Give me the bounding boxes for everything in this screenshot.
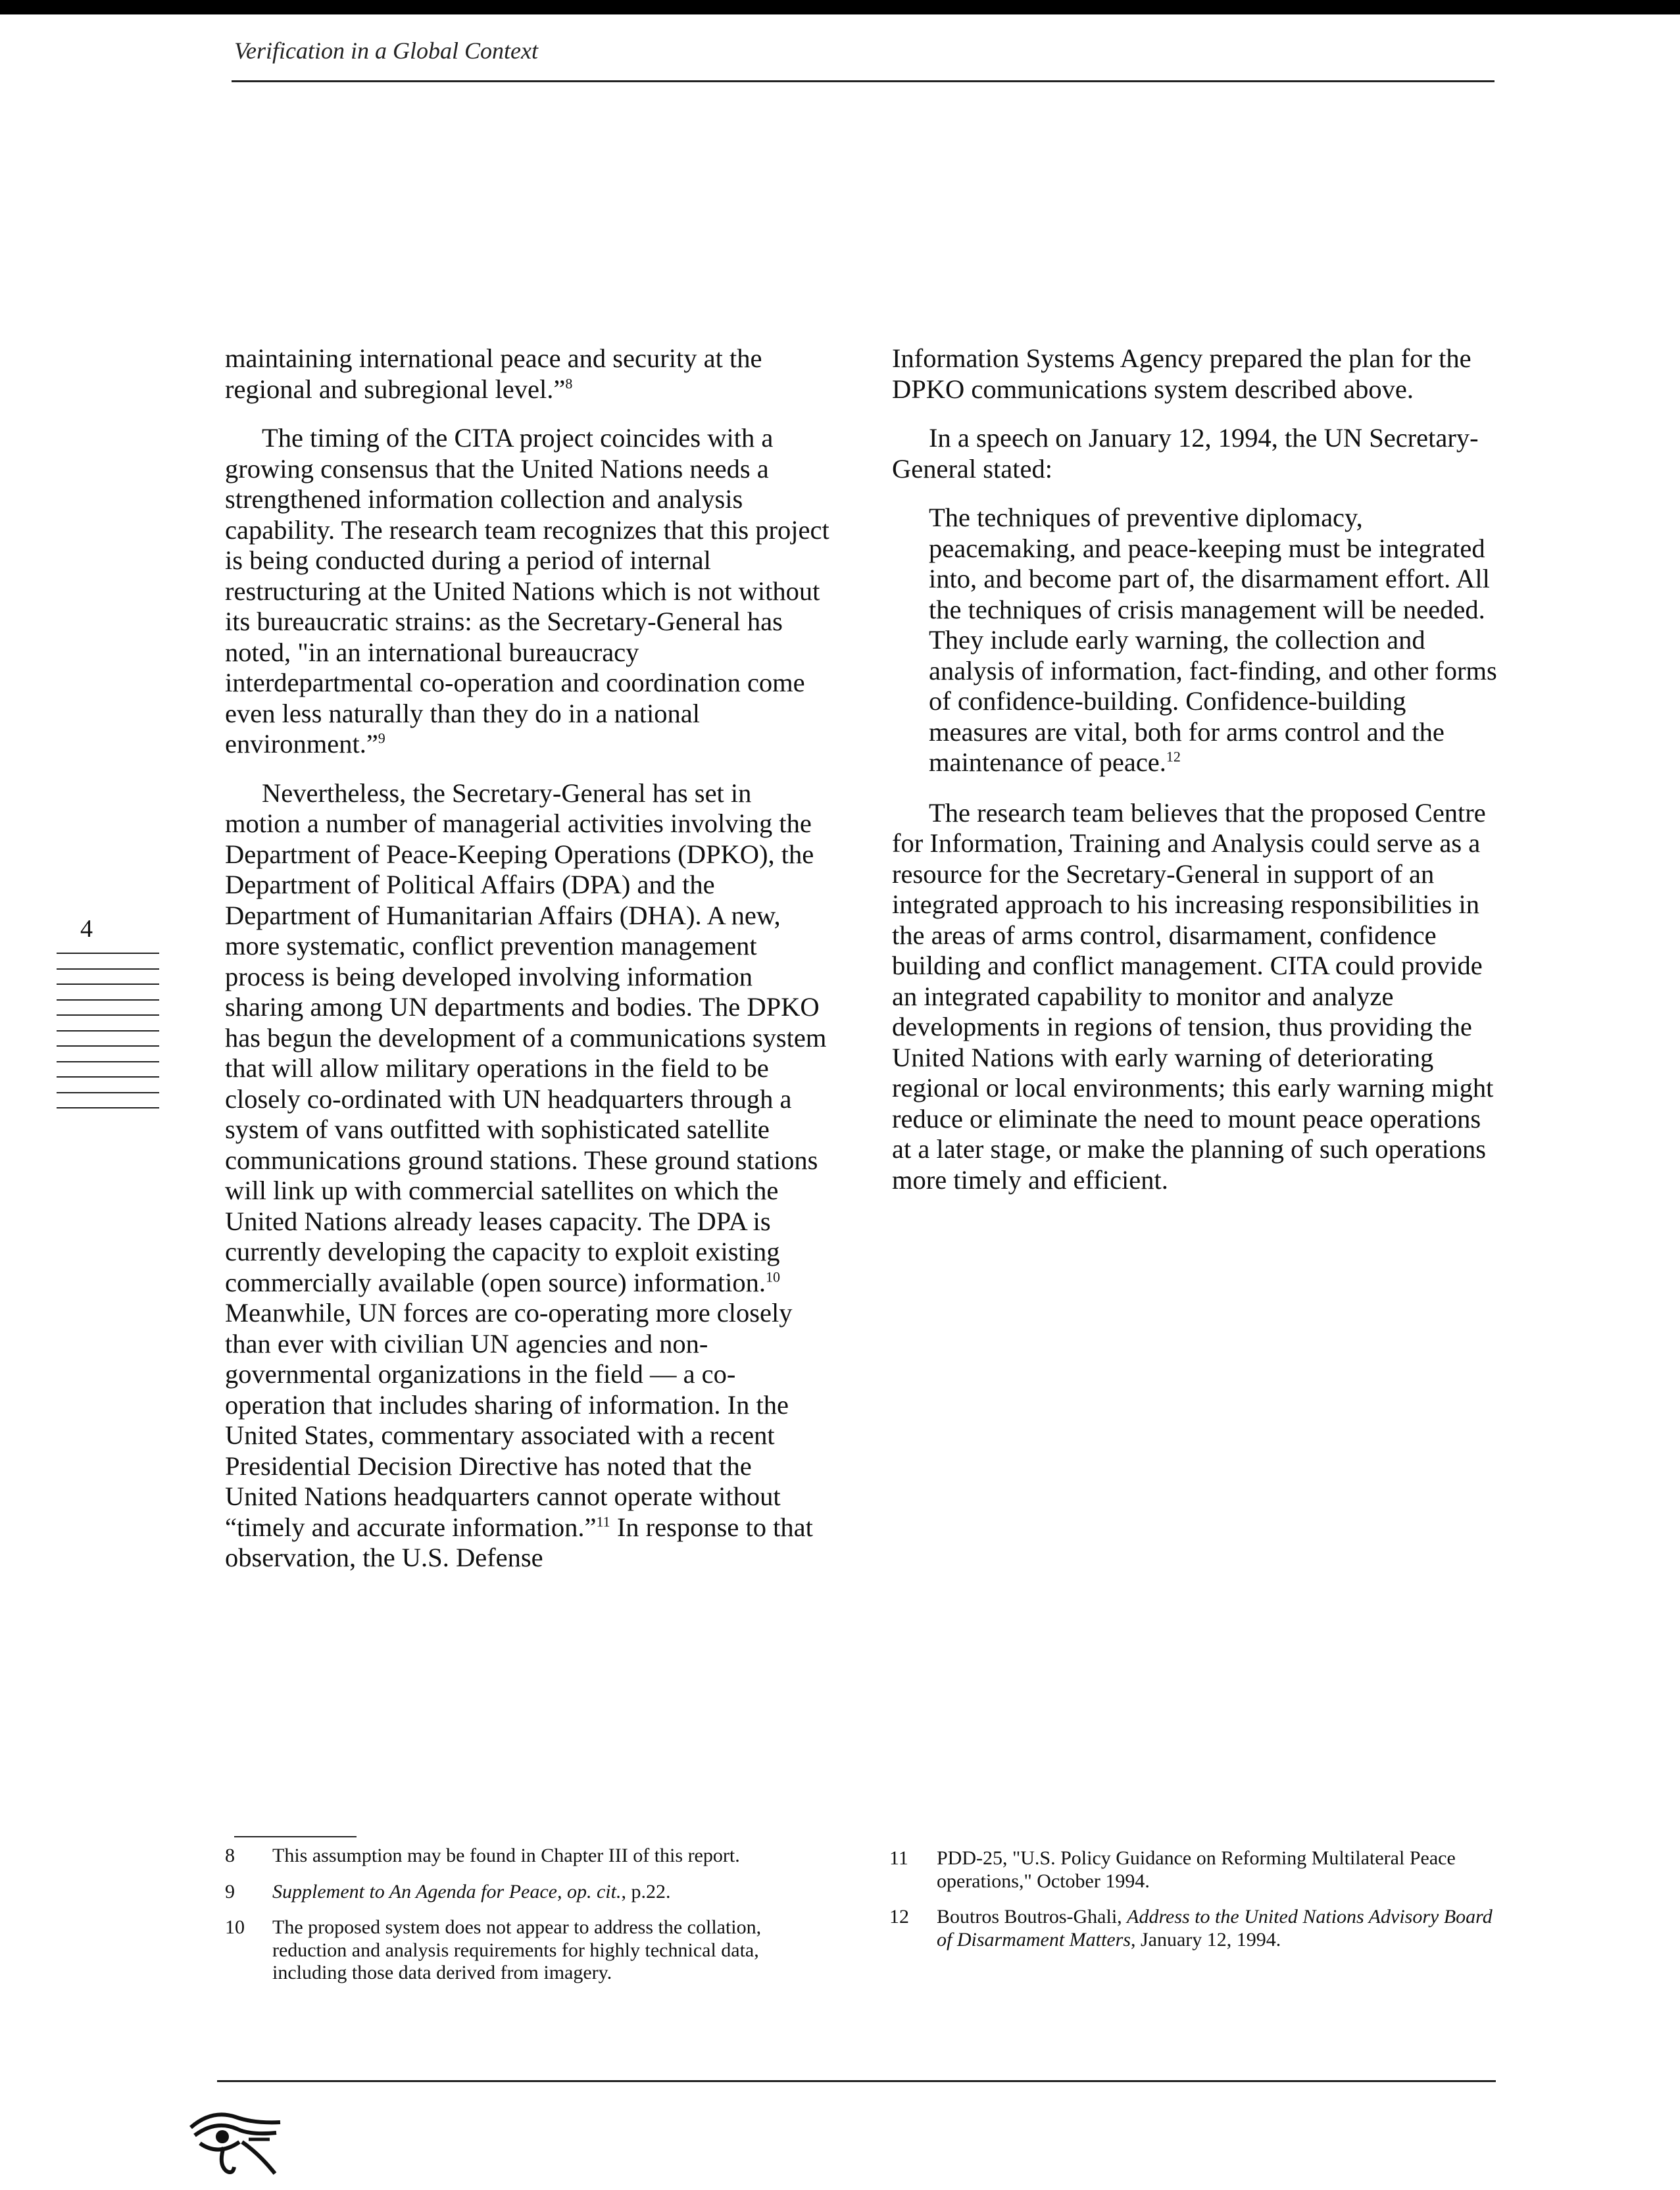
left-paragraph-2-text: The timing of the CITA project coincides with a growing consensus that the United Nations needs a strengthened information collection and analysis capability. The research team recognizes that this project is being conducted during a period of internal restructuring at the United Nations which is not without its bureaucratic strains: as the Secretary-General has noted, "in an international bureaucracy interdepartmental co-operation and coordination come even less naturally than they do in a national environment.” xyxy=(225,423,829,759)
footnote-italic-title: Address to the United Nations Advisory Board of Disarmament Matters xyxy=(937,1906,1493,1951)
margin-line xyxy=(57,953,159,954)
footnote-11 xyxy=(889,1847,1501,1893)
footnotes-left xyxy=(225,1845,804,1998)
right-column xyxy=(892,343,1497,1214)
footnote-tail: , p.22. xyxy=(621,1880,671,1903)
right-paragraph-2: In a speech on January 12, 1994, the UN Secretary-General stated: xyxy=(892,423,1479,484)
footnote-8 xyxy=(225,1845,804,1868)
footnote-9 xyxy=(225,1881,804,1904)
margin-line xyxy=(57,999,159,1001)
left-paragraph-1-text: maintaining international peace and security at the regional and subregional level.” xyxy=(225,343,762,404)
eye-of-horus-icon xyxy=(185,2105,284,2178)
footnote-number: 9 xyxy=(225,1880,235,1903)
header-rule xyxy=(232,80,1495,82)
right-paragraph-1: Information Systems Agency prepared the plan for the DPKO communications system described above. xyxy=(892,343,1471,404)
page-number: 4 xyxy=(80,915,93,943)
margin-line xyxy=(57,1030,159,1032)
footnote-number: 11 xyxy=(889,1847,908,1869)
footnote-text: This assumption may be found in Chapter III of this report. xyxy=(272,1845,740,1866)
margin-line xyxy=(57,1076,159,1078)
footnote-10 xyxy=(225,1916,804,1985)
left-paragraph-1 xyxy=(225,343,830,405)
footnote-12 xyxy=(889,1906,1501,1951)
scan-top-edge xyxy=(0,0,1680,14)
left-paragraph-2 xyxy=(225,423,830,760)
margin-line xyxy=(57,983,159,985)
footnote-ref-8[interactable]: 8 xyxy=(565,375,573,391)
footnotes-right xyxy=(889,1847,1501,1964)
footnote-author: Boutros Boutros-Ghali, xyxy=(937,1906,1127,1928)
left-paragraph-3 xyxy=(225,778,830,1574)
margin-rule-lines xyxy=(57,953,159,1123)
margin-line xyxy=(57,1045,159,1047)
footnote-tail: , January 12, 1994. xyxy=(1131,1928,1281,1951)
footer-rule xyxy=(217,2080,1496,2082)
footnote-text: PDD-25, "U.S. Policy Guidance on Reforming Multilateral Peace operations," October 1994. xyxy=(937,1847,1456,1892)
block-quote xyxy=(929,503,1497,778)
margin-line xyxy=(57,1092,159,1093)
footnote-text xyxy=(937,1906,1501,1951)
margin-line xyxy=(57,1014,159,1016)
footnote-text xyxy=(272,1881,804,1904)
left-paragraph-3-text-b: Meanwhile, UN forces are co-operating more closely than ever with civilian UN agencies and non-governmental organizations in the field — a co-operation that includes sharing of information. In the United States, commentary associated with a recent Presidential Decision Directive has noted that the United Nations headquarters cannot operate without “timely and accurate information.” xyxy=(225,1298,793,1542)
footnote-text: The proposed system does not appear to address the collation, reduction and analysis requirements for highly technical data, including those data derived from imagery. xyxy=(272,1916,762,1983)
footnote-separator xyxy=(234,1836,357,1837)
footnote-ref-9[interactable]: 9 xyxy=(378,730,385,747)
footnote-ref-10[interactable]: 10 xyxy=(766,1268,781,1285)
left-paragraph-3-text-c: In response to that observation, the U.S. Defense xyxy=(225,1512,813,1572)
block-quote-text: The techniques of preventive diplomacy, peacemaking, and peace-keeping must be integrated into, and become part of, the disarmament effort. All the techniques of crisis management will be needed. They include early warning, the collection and analysis of information, fact-finding, and other forms of confidence-building. Confidence-building measures are vital, both for arms control and the maintenance of peace. xyxy=(929,503,1497,777)
margin-line xyxy=(57,1107,159,1108)
footnote-number: 10 xyxy=(225,1916,245,1938)
left-paragraph-3-text-a: Nevertheless, the Secretary-General has set in motion a number of managerial activities involving the Department of Peace-Keeping Operations (DPKO), the Department of Political Affairs (DPA) and the Department of Humanitarian Affairs (DHA). A new, more systematic, conflict prevention management process is being developed involving information sharing among UN departments and bodies. The DPKO has begun the development of a communications system that will allow military operations in the field to be closely co-ordinated with UN headquarters through a system of vans outfitted with sophisticated satellite communications ground stations. These ground stations will link up with commercial satellites on which the United Nations already leases capacity. The DPA is currently developing the capacity to exploit existing commercially available (open source) information. xyxy=(225,778,827,1297)
footnote-ref-11[interactable]: 11 xyxy=(596,1513,610,1530)
running-head: Verification in a Global Context xyxy=(234,37,538,64)
footnote-ref-12[interactable]: 12 xyxy=(1166,748,1181,765)
margin-line xyxy=(57,968,159,970)
left-column xyxy=(225,343,830,1592)
footnote-number: 12 xyxy=(889,1906,909,1928)
right-paragraph-3: The research team believes that the proposed Centre for Information, Training and Analysis could serve as a resource for the Secretary-General in support of an integrated approach to his increasing responsibilities in the areas of arms control, disarmament, confidence building and conflict management. CITA could provide an integrated capability to monitor and analyze developments in regions of tension, thus providing the United Nations with early warning of deteriorating regional or local environments; this early warning might reduce or eliminate the need to mount peace operations at a later stage, or make the planning of such operations more timely and efficient. xyxy=(892,797,1494,1195)
footnote-number: 8 xyxy=(225,1845,235,1866)
margin-line xyxy=(57,1061,159,1062)
footnote-italic-title: Supplement to An Agenda for Peace, op. cit. xyxy=(272,1880,622,1903)
